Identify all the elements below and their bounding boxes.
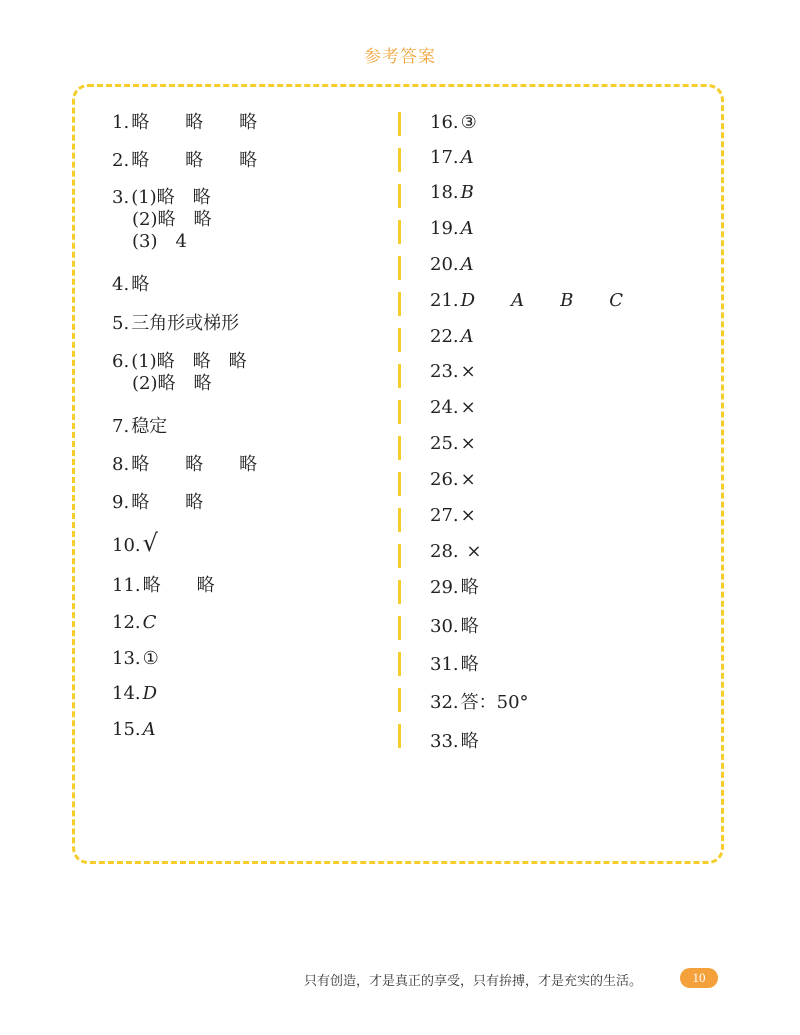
item-number: 15. — [112, 719, 141, 740]
item-number: 2. — [112, 150, 130, 171]
item-number: 6. — [112, 351, 130, 372]
item-answer-part-3: (3) 4 — [132, 231, 187, 252]
item-answer: 略 — [131, 274, 150, 295]
item-number: 11. — [112, 575, 141, 596]
answer-item-5 — [112, 313, 239, 335]
item-number: 24. — [430, 397, 459, 418]
item-answer: B — [460, 182, 474, 203]
item-answer: A — [460, 218, 474, 239]
answer-item-4 — [112, 274, 149, 296]
item-number: 33. — [430, 731, 459, 752]
answer-item-11 — [112, 575, 215, 597]
answer-item-8 — [112, 454, 257, 476]
item-number: 4. — [112, 274, 130, 295]
item-number: 1. — [112, 112, 130, 133]
answer-item-18 — [430, 182, 474, 204]
item-number: 8. — [112, 454, 130, 475]
answer-item-7 — [112, 416, 167, 438]
answer-item-12 — [112, 612, 156, 634]
answer-item-16 — [430, 112, 477, 134]
answer-item-14 — [112, 683, 157, 705]
item-answer: 略 略 略 — [131, 150, 258, 171]
item-number: 28. — [430, 541, 459, 562]
item-number: 13. — [112, 648, 141, 669]
item-number: 5. — [112, 313, 130, 334]
item-number: 32. — [430, 692, 459, 713]
answer-item-2 — [112, 150, 257, 172]
item-number: 19. — [430, 218, 459, 239]
item-number: 3. — [112, 187, 130, 208]
item-answer-part-2: (2)略 略 — [132, 373, 212, 394]
answer-item-28 — [430, 541, 481, 563]
answer-item-20 — [430, 254, 474, 276]
item-number: 14. — [112, 683, 141, 704]
item-number: 25. — [430, 433, 459, 454]
item-answer: 略 略 略 — [131, 454, 258, 475]
answer-item-17 — [430, 147, 474, 169]
item-answer-part-1: (1)略 略 略 — [131, 351, 247, 372]
page-number-badge: 10 — [680, 968, 718, 988]
item-number: 21. — [430, 290, 459, 311]
cross-mark-icon: × — [460, 433, 476, 454]
item-answer: D — [142, 683, 158, 704]
answer-item-33 — [430, 731, 479, 753]
item-number: 17. — [430, 147, 459, 168]
item-answer: 稳定 — [131, 416, 168, 437]
item-answer: 略 — [460, 616, 479, 637]
page-title: 参考答案 — [364, 47, 436, 67]
cross-mark-icon: × — [460, 541, 482, 562]
footer-motto: 只有创造，才是真正的享受，只有拚搏，才是充实的生活。 — [304, 974, 643, 989]
item-answer: D A B C — [460, 290, 624, 311]
item-number: 31. — [430, 654, 459, 675]
item-answer: A — [460, 326, 474, 347]
item-answer: ③ — [460, 112, 477, 133]
item-number: 9. — [112, 492, 130, 513]
item-number: 18. — [430, 182, 459, 203]
column-divider — [398, 112, 401, 758]
item-number: 12. — [112, 612, 141, 633]
answer-item-25 — [430, 433, 476, 455]
answer-item-29 — [430, 577, 479, 599]
answer-item-23 — [430, 361, 476, 383]
item-answer: 答：50° — [460, 692, 529, 713]
item-answer: A — [460, 254, 474, 275]
answer-item-32 — [430, 692, 529, 714]
item-number: 20. — [430, 254, 459, 275]
answer-item-22 — [430, 326, 474, 348]
check-mark-icon: √ — [142, 529, 158, 557]
cross-mark-icon: × — [460, 505, 476, 526]
item-number: 23. — [430, 361, 459, 382]
cross-mark-icon: × — [460, 361, 476, 382]
cross-mark-icon: × — [460, 397, 476, 418]
item-answer: A — [142, 719, 156, 740]
item-answer: 略 — [460, 654, 479, 675]
item-number: 29. — [430, 577, 459, 598]
item-number: 7. — [112, 416, 130, 437]
item-answer: 略 略 略 — [131, 112, 258, 133]
item-answer: A — [460, 147, 474, 168]
answer-item-6 — [112, 351, 247, 395]
item-answer: 三角形或梯形 — [131, 313, 240, 334]
item-answer: 略 略 — [131, 492, 204, 513]
answer-item-26 — [430, 469, 476, 491]
item-answer: ① — [142, 648, 159, 669]
item-number: 30. — [430, 616, 459, 637]
answer-item-9 — [112, 492, 203, 514]
answer-item-15 — [112, 719, 156, 741]
answer-item-10 — [112, 529, 158, 557]
item-number: 26. — [430, 469, 459, 490]
item-answer: C — [142, 612, 157, 633]
answer-item-3 — [112, 187, 212, 253]
answer-item-13 — [112, 648, 159, 670]
item-number: 22. — [430, 326, 459, 347]
item-answer: 略 — [460, 577, 479, 598]
answer-item-1 — [112, 112, 257, 134]
item-number: 16. — [430, 112, 459, 133]
answer-item-24 — [430, 397, 476, 419]
item-answer: 略 略 — [142, 575, 215, 596]
item-number: 10. — [112, 535, 141, 556]
answer-item-27 — [430, 505, 476, 527]
answer-item-31 — [430, 654, 479, 676]
answer-item-21 — [430, 290, 623, 312]
cross-mark-icon: × — [460, 469, 476, 490]
item-answer: 略 — [460, 731, 479, 752]
item-number: 27. — [430, 505, 459, 526]
answer-item-30 — [430, 616, 479, 638]
item-answer-part-2: (2)略 略 — [132, 209, 212, 230]
answer-item-19 — [430, 218, 474, 240]
item-answer-part-1: (1)略 略 — [131, 187, 211, 208]
